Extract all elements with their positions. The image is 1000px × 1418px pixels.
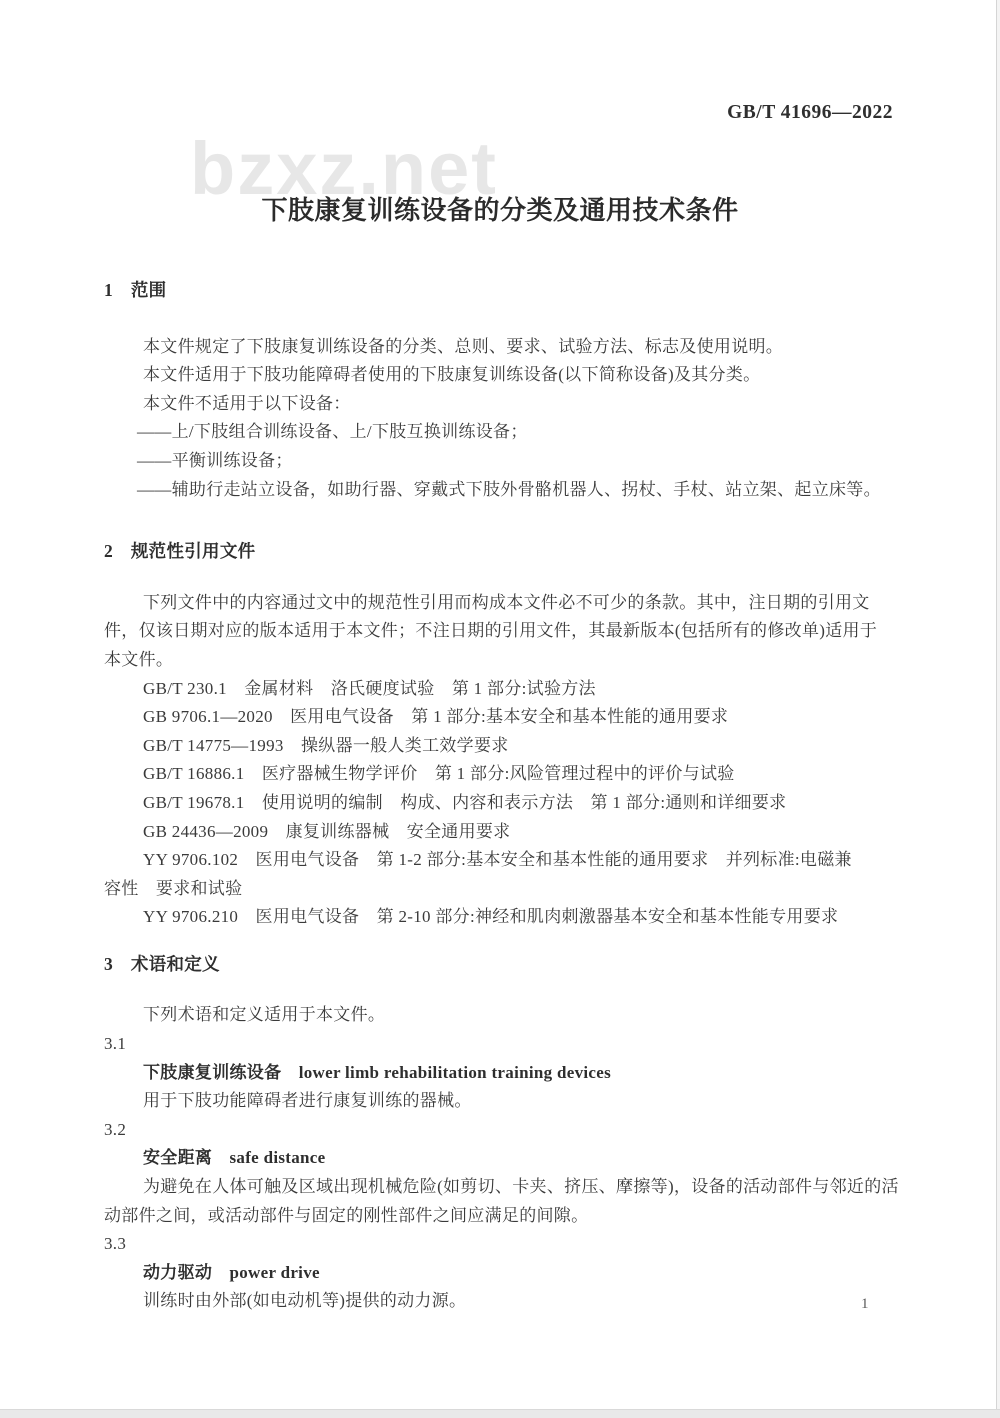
section-2-heading: 2 规范性引用文件 bbox=[104, 541, 256, 562]
page-number: 1 bbox=[861, 1296, 869, 1312]
paragraph-line: 本文件不适用于以下设备： bbox=[143, 393, 351, 413]
term-number: 3.2 bbox=[104, 1119, 127, 1139]
page-edge-bottom-strip bbox=[0, 1409, 1000, 1418]
reference-item: GB/T 19678.1 使用说明的编制 构成、内容和表示方法 第 1 部分:通则和详细要求 bbox=[143, 792, 787, 812]
paragraph-line: 下列文件中的内容通过文中的规范性引用而构成本文件必不可少的条款。其中，注日期的引用文 bbox=[143, 592, 870, 612]
paragraph-line: 下列术语和定义适用于本文件。 bbox=[143, 1005, 386, 1025]
paragraph-line: 本文件规定了下肢康复训练设备的分类、总则、要求、试验方法、标志及使用说明。 bbox=[143, 336, 784, 356]
reference-item: GB/T 16886.1 医疗器械生物学评价 第 1 部分:风险管理过程中的评价与试验 bbox=[143, 764, 735, 784]
term-name: 动力驱动 power drive bbox=[143, 1262, 320, 1282]
page-title: 下肢康复训练设备的分类及通用技术条件 bbox=[261, 196, 739, 225]
document-body bbox=[104, 276, 898, 1316]
term-definition-wrap: 动部件之间，或活动部件与固定的刚性部件之间应满足的间隙。 bbox=[104, 1205, 589, 1225]
section-1-heading: 1 范围 bbox=[104, 280, 167, 300]
paragraph-line: 本文件。 bbox=[104, 649, 174, 669]
term-definition: 用于下肢功能障碍者进行康复训练的器械。 bbox=[143, 1091, 472, 1111]
reference-item: GB/T 14775—1993 操纵器一般人类工效学要求 bbox=[143, 735, 509, 755]
section-1-body bbox=[104, 333, 898, 505]
list-item: ——上/下肢组合训练设备、上/下肢互换训练设备； bbox=[137, 422, 528, 442]
standard-number: GB/T 41696—2022 bbox=[727, 102, 893, 123]
term-number: 3.3 bbox=[104, 1234, 127, 1254]
list-item: ——平衡训练设备； bbox=[137, 450, 293, 470]
term-definition: 训练时由外部(如电动机等)提供的动力源。 bbox=[143, 1291, 467, 1311]
paragraph-line: 本文件适用于下肢功能障碍者使用的下肢康复训练设备(以下简称设备)及其分类。 bbox=[143, 365, 761, 385]
paragraph-line: 件，仅该日期对应的版本适用于本文件；不注日期的引用文件，其最新版本(包括所有的修改单)适用于 bbox=[104, 621, 878, 641]
term-number: 3.1 bbox=[104, 1034, 127, 1054]
page-edge-right-line bbox=[996, 0, 997, 1418]
reference-item: GB 24436—2009 康复训练器械 安全通用要求 bbox=[143, 821, 511, 841]
reference-item: GB 9706.1—2020 医用电气设备 第 1 部分:基本安全和基本性能的通用要求 bbox=[143, 707, 729, 727]
term-name: 安全距离 safe distance bbox=[143, 1148, 326, 1168]
reference-item: YY 9706.102 医用电气设备 第 1-2 部分:基本安全和基本性能的通用要求 并列标准:电磁兼 bbox=[143, 850, 852, 870]
list-item: ——辅助行走站立设备，如助行器、穿戴式下肢外骨骼机器人、拐杖、手杖、站立架、起立床等。 bbox=[137, 479, 881, 499]
reference-item: GB/T 230.1 金属材料 洛氏硬度试验 第 1 部分:试验方法 bbox=[143, 678, 596, 698]
section-3-body bbox=[104, 1001, 898, 1316]
reference-item-wrap: 容性 要求和试验 bbox=[104, 878, 243, 898]
term-definition: 为避免在人体可触及区域出现机械危险(如剪切、卡夹、挤压、摩擦等)，设备的活动部件与邻近的活 bbox=[143, 1177, 899, 1197]
watermark: bzxz.net bbox=[190, 127, 498, 210]
term-name: 下肢康复训练设备 lower limb rehabilitation training devices bbox=[143, 1062, 611, 1082]
section-3-heading: 3 术语和定义 bbox=[104, 953, 220, 974]
section-2-body bbox=[104, 589, 898, 932]
reference-item: YY 9706.210 医用电气设备 第 2-10 部分:神经和肌肉刺激器基本安全和基本性能专用要求 bbox=[143, 907, 839, 927]
